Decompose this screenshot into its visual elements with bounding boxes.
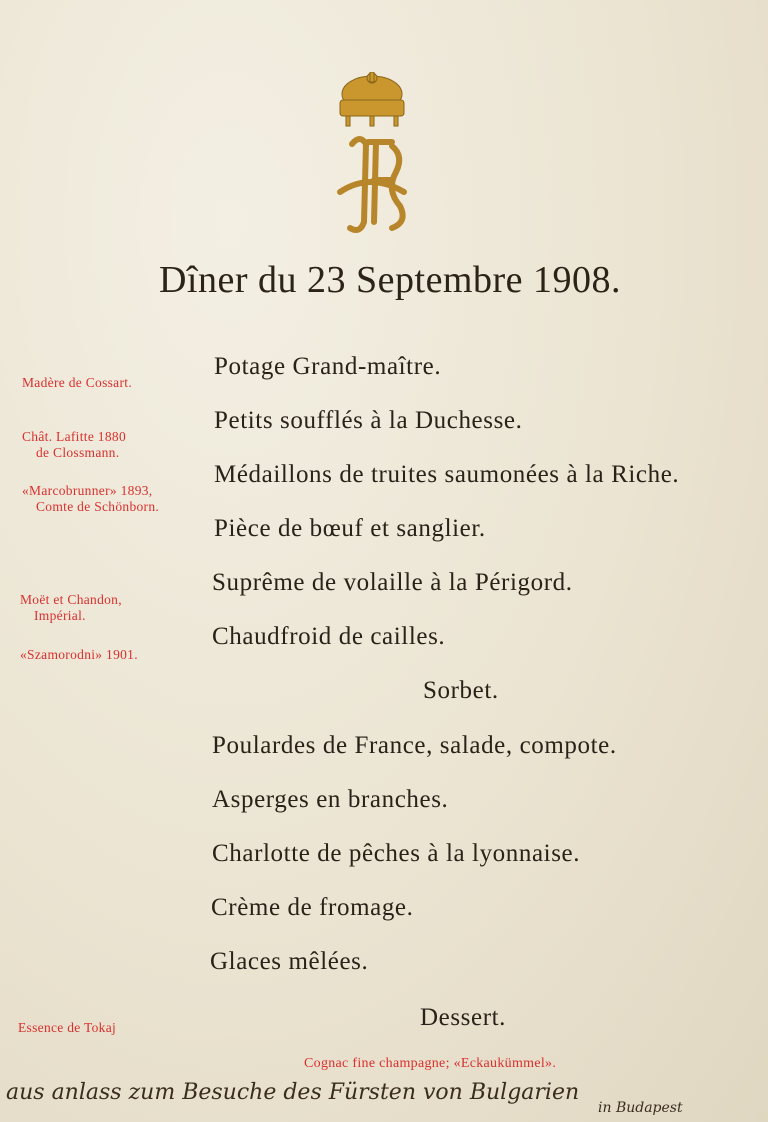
course-item: Charlotte de pêches à la lyonnaise. [212,840,581,867]
wine-line: «Szamorodni» 1901. [20,647,138,662]
course-item: Chaudfroid de cailles. [212,623,446,650]
wine-pairing [22,429,126,461]
handwritten-note: aus anlass zum Besuche des Fürsten von Bulgarien [6,1080,580,1105]
wine-line: «Marcobrunner» 1893, [22,483,153,498]
course-item: Sorbet. [423,677,499,704]
course-item: Crème de fromage. [211,894,414,921]
wine-line: de Clossmann. [36,445,120,460]
menu-title: Dîner du 23 Septembre 1908. [158,259,622,301]
footer-drinks: Cognac fine champagne; «Eckaukümmel». [304,1056,557,1071]
wine-pairing [18,1020,116,1036]
wine-line: Essence de Tokaj [18,1020,117,1035]
wine-pairing [20,592,122,624]
course-item: Suprême de volaille à la Périgord. [212,569,573,596]
wine-line: Moët et Chandon, [20,592,122,607]
crown-monogram-icon [330,72,414,242]
course-item: Glaces mêlées. [210,948,369,975]
course-item: Poulardes de France, salade, compote. [212,732,617,759]
course-item: Potage Grand-maître. [214,353,442,380]
course-item: Asperges en branches. [212,786,449,813]
wine-line: Impérial. [34,608,86,623]
wine-pairing [20,647,138,663]
course-item: Médaillons de truites saumonées à la Riche. [214,461,680,488]
wine-line: Chât. Lafitte 1880 [22,429,126,444]
wine-line: Comte de Schönborn. [36,499,160,514]
course-item: Dessert. [420,1004,507,1031]
handwritten-place: in Budapest [598,1100,683,1116]
course-item: Petits soufflés à la Duchesse. [214,407,523,434]
wine-line: Madère de Cossart. [22,375,132,390]
course-item: Pièce de bœuf et sanglier. [214,515,486,542]
wine-pairing [22,375,132,391]
wine-pairing [22,483,159,515]
